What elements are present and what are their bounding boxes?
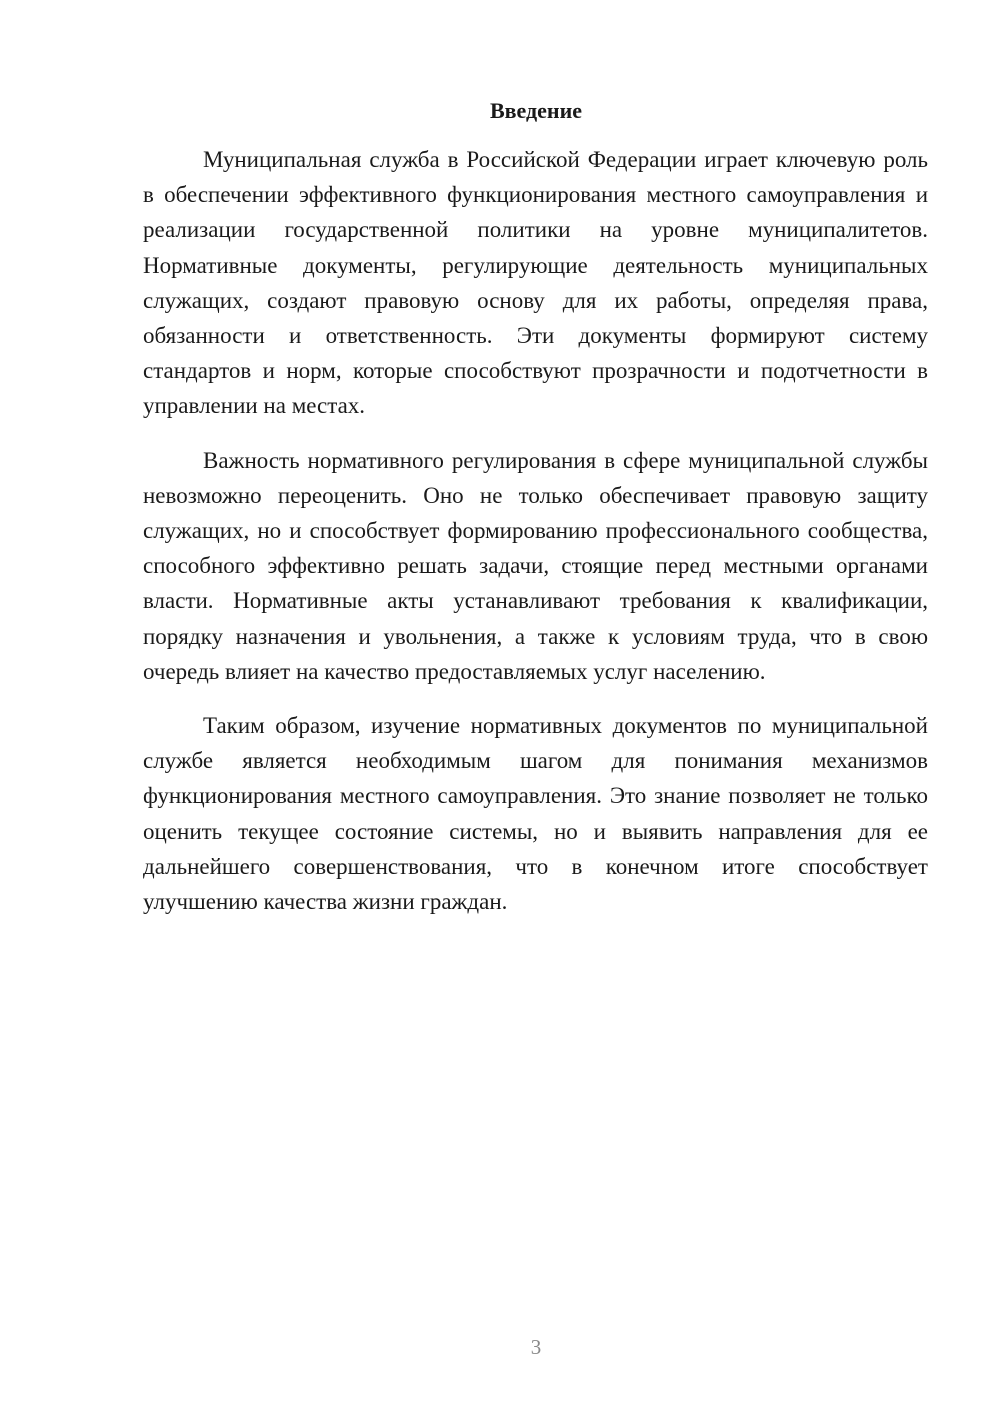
body-text [143,142,928,919]
paragraph-2: Важность нормативного регулирования в сфере муниципальной службы невозможно переоценить. Оно не только обеспечивает правовую защиту служащих, но и способствует формированию профессионального сообщества, способного эффективно решать задачи, стоящие перед местными органами власти. Нормативные акты устанавливают требования к квалификации, порядку назначения и увольнения, а также к условиям труда, что в свою очередь влияет на качество предоставляемых услуг населению. [143,447,928,684]
page-number: 3 [530,1335,542,1359]
section-heading: Введение [489,98,583,123]
paragraph-1: Муниципальная служба в Российской Федерации играет ключевую роль в обеспечении эффективного функционирования местного самоуправления и реализации государственной политики на уровне муниципалитетов. Нормативные документы, регулирующие деятельность муниципальных служащих, создают правовую основу для их работы, определяя права, обязанности и ответственность. Эти документы формируют систему стандартов и норм, которые способствуют прозрачности и подотчетности в управлении на местах. [143,147,928,419]
paragraph-3: Таким образом, изучение нормативных документов по муниципальной службе является необходимым шагом для понимания механизмов функционирования местного самоуправления. Это знание позволяет не только оценить текущее состояние системы, но и выявить направления для ее дальнейшего совершенствования, что в конечном итоге способствует улучшению качества жизни граждан. [143,713,928,915]
